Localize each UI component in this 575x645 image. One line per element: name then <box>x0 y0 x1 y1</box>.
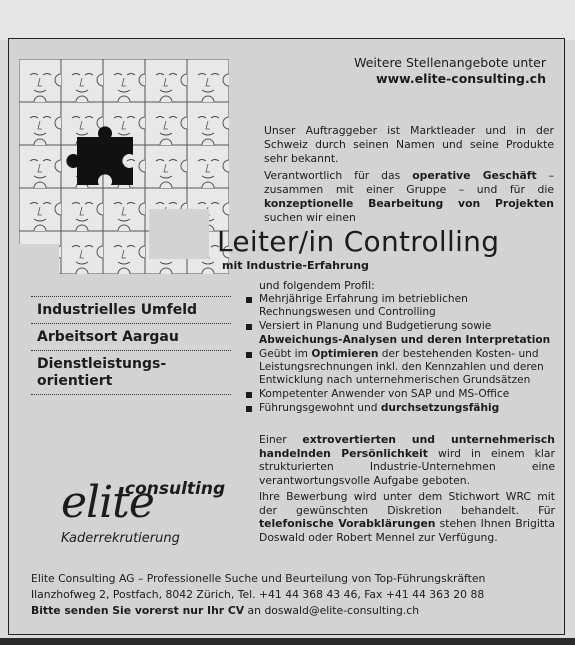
requirement-item: Kompetenter Anwender von SAP und MS-Office <box>245 388 555 401</box>
footer-cv-request: Bitte senden Sie vorerst nur Ihr CV an doswald@elite-consulting.ch <box>31 604 420 617</box>
elite-consulting-logo <box>61 477 241 553</box>
more-jobs-text: Weitere Stellenangebote unter <box>354 55 546 70</box>
job-advertisement <box>8 38 565 635</box>
contact-header <box>354 55 546 87</box>
profile-intro: und folgendem Profil: <box>259 279 375 292</box>
newspaper-background <box>0 0 575 40</box>
intro-paragraph-1: Unser Auftraggeber ist Marktleader und in der Schweiz durch seinen Namen und seine Produkte sehr bekannt. <box>264 124 554 165</box>
feature-location: Arbeitsort Aargau <box>31 323 231 350</box>
logo-tagline: Kaderrekrutierung <box>61 531 180 546</box>
intro-text <box>264 124 554 228</box>
footer-contact <box>31 571 561 619</box>
email-link[interactable]: an doswald@elite-consulting.ch <box>244 604 420 617</box>
requirements-list <box>245 293 555 416</box>
job-title: Leiter/in Controlling <box>217 225 500 258</box>
requirement-item: Geübt im Optimieren der bestehenden Kosten- und Leistungsrechnungen inkl. den Kennzahlen und deren Entwicklung nach unternehmerischen Grundsätzen <box>245 348 555 388</box>
logo-consulting: consulting <box>125 479 226 499</box>
puzzle-faces-illustration <box>19 59 229 274</box>
footer-address: Ilanzhofweg 2, Postfach, 8042 Zürich, Tel. +41 44 368 43 46, Fax +41 44 363 20 88 <box>31 588 485 601</box>
requirement-item: Führungsgewohnt und durchsetzungsfähig <box>245 402 555 415</box>
feature-service: Dienstleistungs- orientiert <box>31 350 231 395</box>
feature-industry: Industrielles Umfeld <box>31 296 231 323</box>
logo-elite: elite <box>61 477 154 528</box>
application-paragraph: Ihre Bewerbung wird unter dem Stichwort WRC mit der gewünschten Diskretion behandelt. Für telefonische Vorabklärungen stehen Ihnen Brigitta Doswald oder Robert Mennel zur Verfügung. <box>259 490 555 544</box>
requirement-item: Versiert in Planung und Budgetierung sowie Abweichungs-Analysen und deren Interpretation <box>245 320 555 347</box>
job-subtitle: mit Industrie-Erfahrung <box>222 259 369 272</box>
website-link[interactable]: www.elite-consulting.ch <box>376 71 546 86</box>
bottom-rule <box>0 638 575 645</box>
requirement-item: Mehrjährige Erfahrung im betrieblichen Rechnungswesen und Controlling <box>245 293 555 320</box>
personality-paragraph: Einer extrovertierten und unternehmerisch handelnden Persönlichkeit wird in einem klar strukturierten Industrie-Unternehmen eine verantwortungsvolle Aufgabe geboten. <box>259 433 555 487</box>
feature-list <box>31 296 231 395</box>
intro-paragraph-2: Verantwortlich für das operative Geschäft – zusammen mit einer Gruppe – und für die konzeptionelle Bearbeitung von Projekten suchen wir einen <box>264 169 554 224</box>
footer-company: Elite Consulting AG – Professionelle Suche und Beurteilung von Top-Führungskräften <box>31 572 486 585</box>
